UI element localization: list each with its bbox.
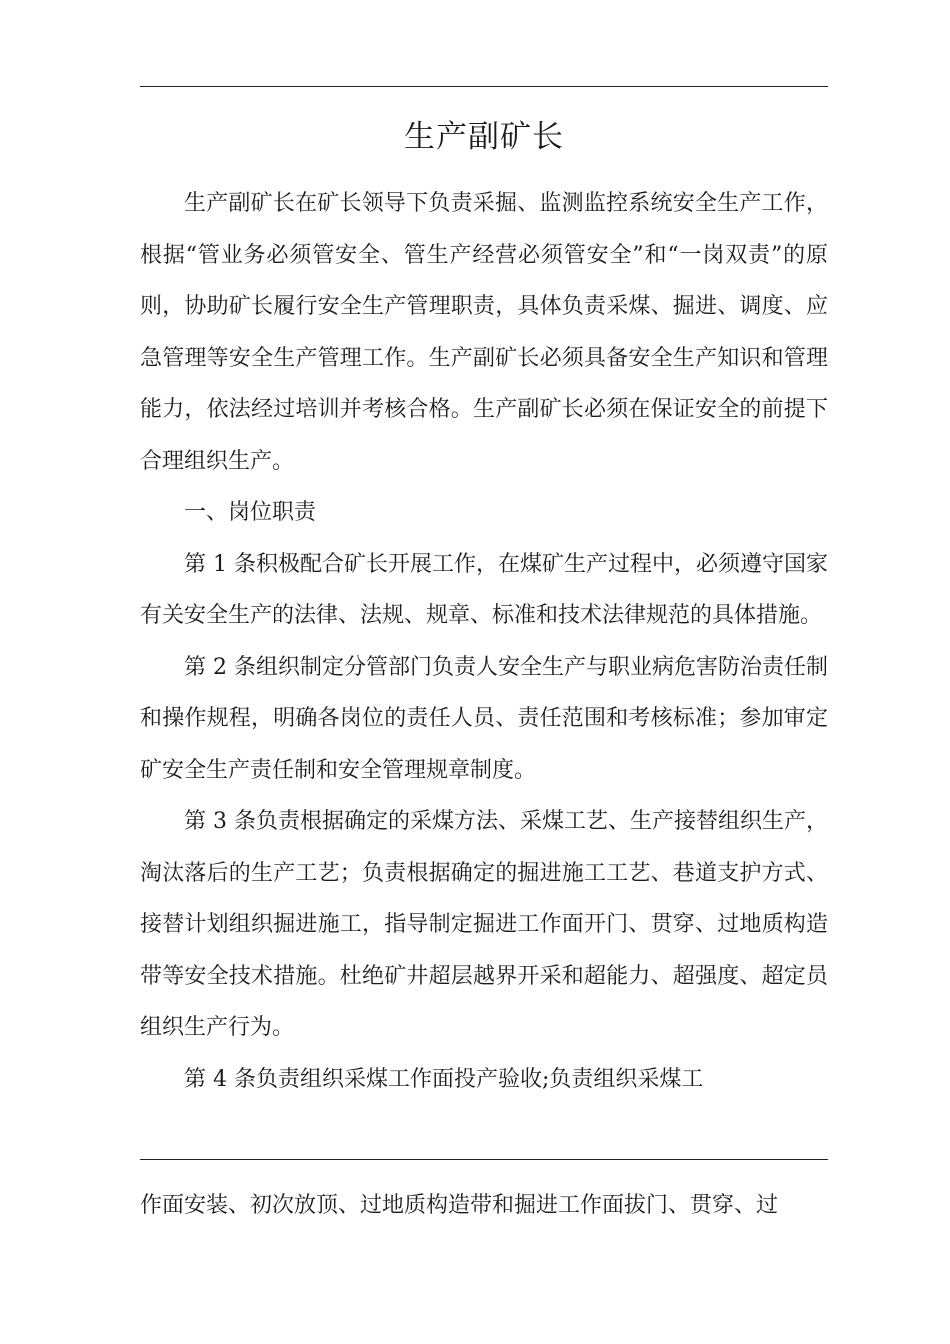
paragraph-article-2: 第 2 条组织制定分管部门负责人安全生产与职业病危害防治责任制和操作规程，明确各岗位的责任人员、责任范围和考核标准；参加审定矿安全生产责任制和安全管理规章制度。 — [140, 654, 828, 783]
section-heading: 一、岗位职责 — [184, 500, 317, 525]
paragraph-intro: 生产副矿长在矿长领导下负责采掘、监测监控系统安全生产工作，根据“管业务必须管安全、管生产经营必须管安全”和“一岗双责”的原则，协助矿长履行安全生产管理职责，具体负责采煤、掘进、调度、应急管理等安全生产管理工作。生产副矿长必须具备安全生产知识和管理能力，依法经过培训并考核合格。生产副矿长必须在保证安全的前提下合理组织生产。 — [140, 191, 828, 474]
footer-rule — [140, 1159, 828, 1160]
paragraph-article-1: 第 1 条积极配合矿长开展工作，在煤矿生产过程中，必须遵守国家有关安全生产的法律、法规、规章、标准和技术法律规范的具体措施。 — [140, 551, 828, 628]
paragraph-article-4: 第 4 条负责组织采煤工作面投产验收;负责组织采煤工 — [184, 1066, 704, 1092]
document-body — [140, 178, 828, 1105]
header-rule — [140, 86, 828, 87]
page-title: 生产副矿长 — [404, 119, 564, 155]
next-page-text: 作面安装、初次放顶、过地质构造带和掘进工作面拔门、贯穿、过 — [140, 1193, 779, 1218]
paragraph-article-3: 第 3 条负责根据确定的采煤方法、采煤工艺、生产接替组织生产，淘汰落后的生产工艺；负责根据确定的掘进施工工艺、巷道支护方式、接替计划组织掘进施工，指导制定掘进工作面开门、贯穿、过地质构造带等安全技术措施。杜绝矿井超层越界开采和超能力、超强度、超定员组织生产行为。 — [140, 809, 828, 1040]
